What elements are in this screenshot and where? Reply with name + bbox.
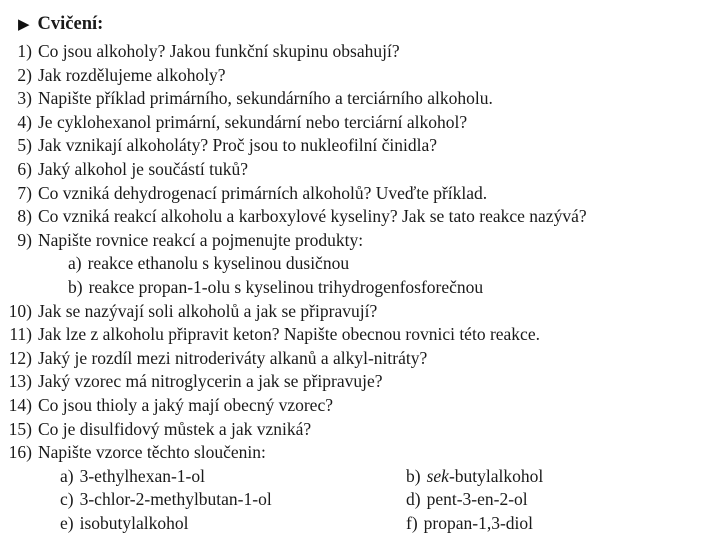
question-number: 4) (17, 111, 32, 132)
question-number: 11) (9, 324, 32, 345)
question-number: 16) (8, 442, 32, 463)
compound-item (60, 488, 406, 512)
question-row (6, 40, 707, 64)
question-number: 5) (17, 135, 32, 156)
question-text: Co je disulfidový můstek a jak vzniká? (38, 418, 312, 439)
compound-name: 3-chlor-2-methylbutan-1-ol (79, 489, 272, 510)
compound-label: e) (60, 512, 74, 533)
compound-pair-row (6, 465, 707, 489)
question-row (6, 418, 707, 442)
subitem-text: reakce propan-1-olu s kyselinou trihydrogenfosforečnou (88, 276, 484, 297)
compound-label: d) (406, 489, 421, 510)
compound-label: c) (60, 489, 74, 510)
compound-label: f) (406, 512, 418, 533)
question-number: 13) (8, 371, 32, 392)
question-number: 9) (17, 229, 32, 250)
question-row (6, 347, 707, 371)
subitem-label: a) (68, 253, 82, 274)
question-text: Co jsou thioly a jaký mají obecný vzorec? (38, 394, 333, 415)
question-number: 2) (17, 64, 32, 85)
question-number: 3) (17, 88, 32, 109)
compound-name: sek-butylalkohol (426, 465, 544, 486)
question-row (6, 323, 707, 347)
section-header (6, 13, 707, 37)
question-row (6, 300, 707, 324)
question-text: Napište příklad primárního, sekundárního a terciárního alkoholu. (38, 88, 493, 109)
question-number: 10) (8, 300, 32, 321)
question-row (6, 111, 707, 135)
question-number: 14) (8, 394, 32, 415)
question-row (6, 134, 707, 158)
question-text: Jak rozdělujeme alkoholy? (38, 64, 226, 85)
compound-label: b) (406, 465, 421, 486)
question-text: Napište vzorce těchto sloučenin: (38, 442, 266, 463)
compound-name: 3-ethylhexan-1-ol (79, 465, 205, 486)
question-row (6, 441, 707, 465)
italic-prefix: sek (426, 465, 449, 486)
question-text: Jaký vzorec má nitroglycerin a jak se připravuje? (38, 371, 383, 392)
question-number: 7) (17, 182, 32, 203)
question-row (6, 394, 707, 418)
question-number: 15) (8, 418, 32, 439)
compound-name: propan-1,3-diol (423, 512, 534, 533)
compound-pair-row (6, 488, 707, 512)
compound-name: isobutylalkohol (79, 512, 189, 533)
question-number: 6) (17, 158, 32, 179)
section-title: Cvičení: (37, 14, 104, 34)
compound-pair-row (6, 512, 707, 536)
question-subitem (6, 252, 707, 276)
compound-label: a) (60, 465, 74, 486)
question-row (6, 205, 707, 229)
question-text: Co jsou alkoholy? Jakou funkční skupinu obsahují? (38, 41, 400, 61)
question-row (6, 64, 707, 88)
compound-item (406, 488, 528, 512)
question-text: Jaký alkohol je součástí tuků? (38, 158, 248, 179)
compound-item (406, 512, 533, 536)
question-text: Jaký je rozdíl mezi nitroderiváty alkanů a alkyl-nitráty? (38, 347, 428, 368)
subitem-text: reakce ethanolu s kyselinou dusičnou (87, 253, 350, 274)
compound-item (406, 465, 543, 489)
compound-item (60, 512, 406, 536)
question-number: 1) (17, 41, 32, 61)
question-text: Co vzniká reakcí alkoholu a karboxylové kyseliny? Jak se tato reakce nazývá? (38, 206, 587, 227)
question-row (6, 229, 707, 253)
question-text: Co vzniká dehydrogenací primárních alkoholů? Uveďte příklad. (38, 182, 488, 203)
question-text: Jak lze z alkoholu připravit keton? Napište obecnou rovnici této reakce. (38, 324, 540, 345)
question-list (6, 40, 707, 535)
question-row (6, 370, 707, 394)
compound-name: pent-3-en-2-ol (426, 489, 528, 510)
triangle-bullet-icon: ▶ (18, 17, 30, 33)
compound-item (60, 465, 406, 489)
question-row (6, 87, 707, 111)
question-row (6, 158, 707, 182)
question-number: 12) (8, 347, 32, 368)
question-number: 8) (17, 206, 32, 227)
question-text: Napište rovnice reakcí a pojmenujte produkty: (38, 229, 364, 250)
question-subitem (6, 276, 707, 300)
question-text: Jak vznikají alkoholáty? Proč jsou to nukleofilní činidla? (38, 135, 438, 156)
question-row (6, 182, 707, 206)
question-text: Jak se nazývají soli alkoholů a jak se připravují? (38, 300, 378, 321)
subitem-label: b) (68, 276, 83, 297)
question-text: Je cyklohexanol primární, sekundární nebo terciární alkohol? (38, 111, 468, 132)
